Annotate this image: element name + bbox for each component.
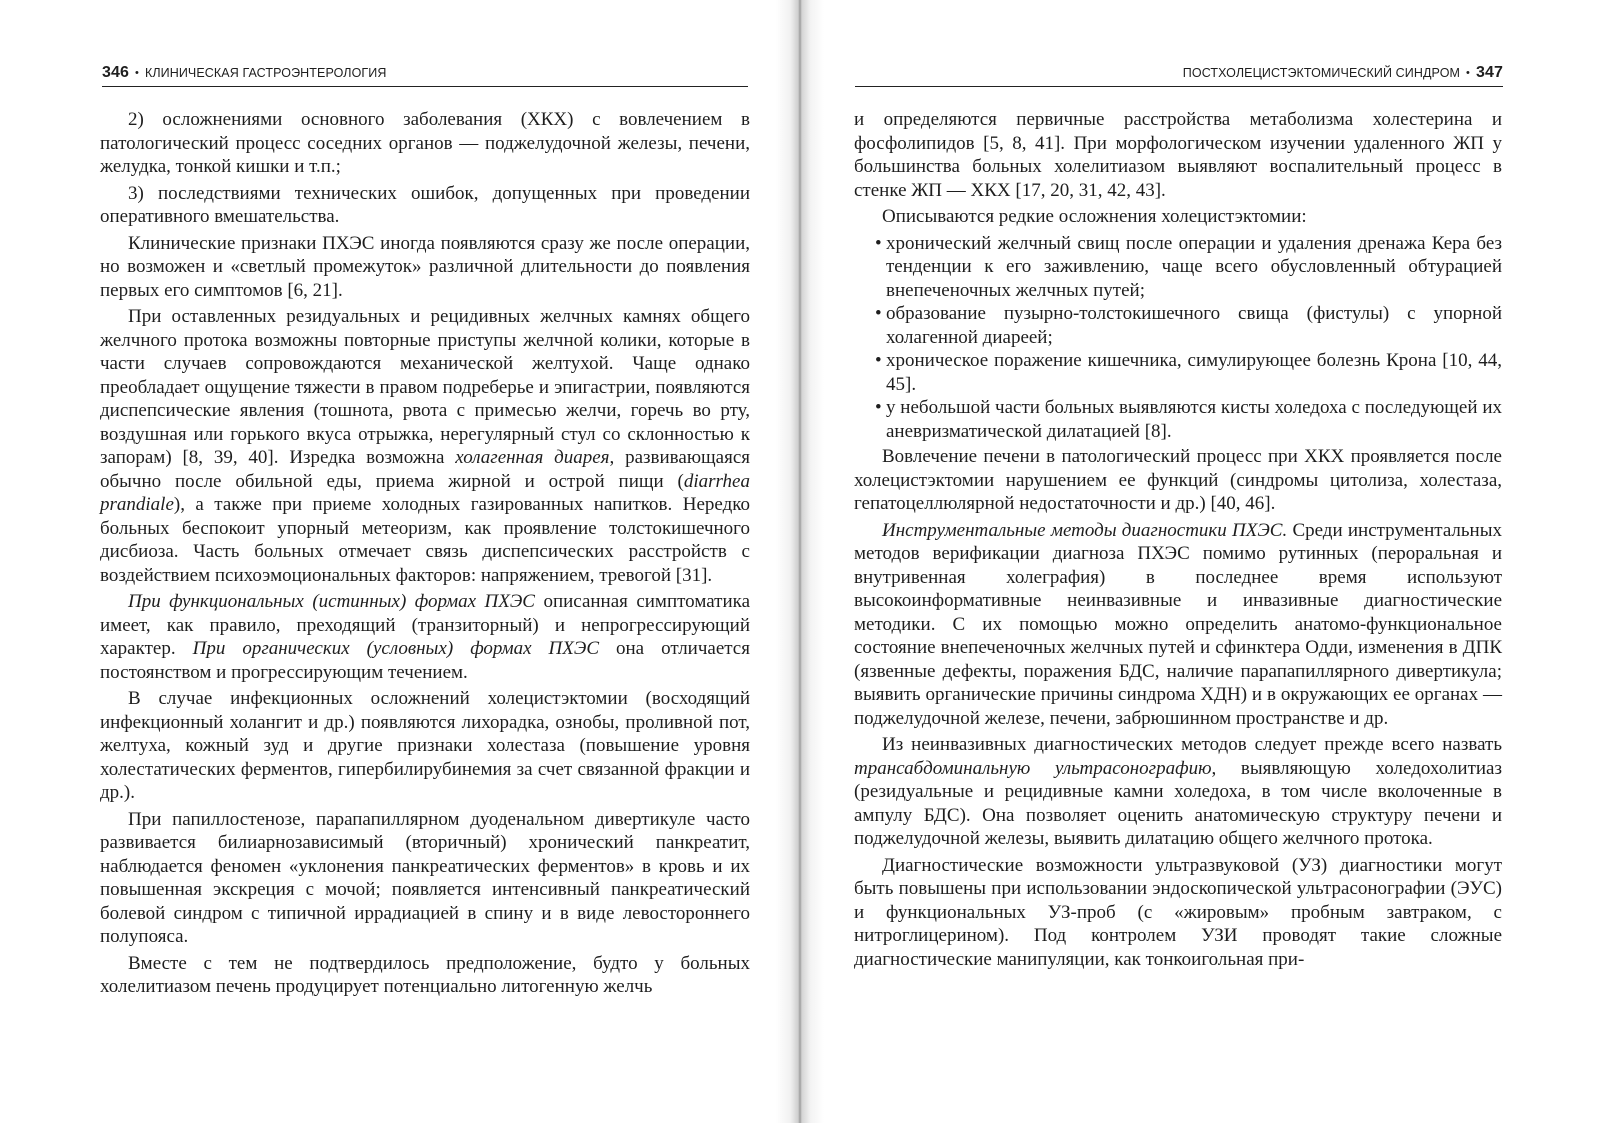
right-paragraph-2: Описываются редкие осложнения холецистэктомии: [882,206,1307,227]
right-paragraph-4 [854,519,1502,731]
right-p5-text-b: , выявляющую холедохолитиаз (резидуальные и рецидивные камни холедоха, в том числе вколоченные в ампулу БДС). Она позволяет оценить анатомическую структуру печени и поджелудочной железы, выявить дилатацию общего желчного протока. [854,757,1502,849]
bullet-icon: • [875,232,882,254]
left-p4-italic-term-2: diarrhea prandiale [100,470,750,515]
bullet-icon: • [875,397,882,418]
right-page-number: 347 [1476,64,1503,81]
right-p4-text: Среди инструментальных методов верификации диагноза ПХЭС помимо рутинных (пероральная и внутривенная холеграфия) в последнее время используют высокоинформативные неинвазивные и инвазивные диагностические методики. С их помощью можно определить анатомо-функциональное состояние внепеченочных желчных путей и сфинктера Одди, изменения в ДПК (язвенные дефекты, поражения БДС, наличие парапапиллярного дивертикула; выявить органические причины синдрома ХДН) и в окружающих ее органах — поджелудочной железе, печени, забрюшинном пространстве и др. [854,519,1502,729]
left-page-number: 346 [102,64,129,81]
bullet-icon: • [875,350,882,371]
left-paragraph-7: При папиллостенозе, парапапиллярном дуоденальном дивертикуле часто развивается билиарнозависимый (вторичный) хронический панкреатит, наблюдается феномен «уклонения панкреатических ферментов» в кровь и их повышенная экскреция с мочой; появляется интенсивный панкреатический болевой синдром с типичной иррадиацией в спину и в виде левостороннего полупояса. [100,808,750,947]
right-p4-italic-heading: Инструментальные методы диагностики ПХЭС. [882,519,1288,541]
right-header-title: ПОСТХОЛЕЦИСТЭКТОМИЧЕСКИЙ СИНДРОМ [1182,66,1461,80]
list-item [854,396,1502,443]
list-item-text: хроническое поражение кишечника, симулирующее болезнь Крона [10, 44, 45]. [886,350,1502,395]
right-page [854,0,1512,1123]
header-bullet: • [1466,67,1470,79]
left-paragraph-3: Клинические признаки ПХЭС иногда появляются сразу же после операции, но возможен и «светлый промежуток» различной длительности до появления первых его симптомов [6, 21]. [100,232,750,301]
right-p5-text-a: Из неинвазивных диагностических методов следует прежде всего назвать [882,734,1502,755]
left-paragraph-1: 2) осложнениями основного заболевания (ХКХ) с вовлечением в патологический процесс соседних органов — поджелудочной железы, печени, желудка, тонкой кишки и т.п.; [100,109,750,177]
left-header-title: КЛИНИЧЕСКАЯ ГАСТРОЭНТЕРОЛОГИЯ [144,66,387,80]
list-item [854,349,1502,396]
left-paragraph-8: Вместе с тем не подтвердилось предположение, будто у больных холелитиазом печень продуцирует потенциально литогенную желчь [100,952,750,997]
left-p5-italic-term-1: При функциональных (истинных) формах ПХЭС [128,591,535,612]
left-p5-text-b: она отличается постоянством и прогрессирующим течением. [100,638,750,683]
left-paragraph-4 [100,305,750,587]
left-page-body [100,108,750,1002]
right-p5-italic-term: трансабдоминальную ультрасонографию [854,757,1212,779]
right-running-header [855,64,1503,87]
header-bullet: • [135,67,139,79]
left-paragraph-2: 3) последствиями технических ошибок, допущенных при проведении оперативного вмешательства. [100,182,750,227]
right-paragraph-5 [854,733,1502,851]
left-paragraph-6: В случае инфекционных осложнений холецистэктомии (восходящий инфекционный холангит и др.) появляются лихорадка, ознобы, проливной пот, желтуха, кожный зуд и другие признаки холестаза (повышение уровня холестатических ферментов, гипербилирубинемия за счет связанной фракции и др.). [100,688,750,803]
left-p4-text-c: ), а также при приеме холодных газированных напитков. Нередко больных беспокоит упорный метеоризм, как проявление толстокишечного дисбиоза. Часть больных отмечает связь диспепсических расстройств с воздействием психоэмоциональных факторов: напряжением, тревогой [31]. [100,494,750,586]
left-p4-text-b: , развивающаяся обычно после обильной еды, приема жирной и острой пищи ( [100,447,750,492]
left-paragraph-5 [100,590,750,684]
right-paragraph-6: Диагностические возможности ультразвуковой (УЗ) диагностики могут быть повышены при использовании эндоскопической ультрасонографии (ЭУС) и функциональных УЗ-проб (с «жировым» пробным завтраком, с нитроглицерином). Под контролем УЗИ проводят такие сложные диагностические манипуляции, как тонкоигольная при- [854,854,1502,970]
book-spine-gutter [776,0,824,1123]
complications-list [854,232,1502,444]
left-p5-text-a: описанная симптоматика имеет, как правило, преходящий (транзиторный) и непрогрессирующий характер. [100,591,750,659]
list-item [854,302,1502,349]
left-running-header [102,64,748,87]
left-p4-italic-term-1: холагенная диарея [455,447,610,468]
left-p5-italic-term-2: При органических (условных) формах ПХЭС [192,638,599,659]
right-page-body [854,108,1502,974]
bullet-icon: • [875,303,882,324]
left-p4-text-a: При оставленных резидуальных и рецидивных желчных камнях общего желчного протока возможны повторные приступы желчной колики, которые в части случаев сопровождаются механической желтухой. Чаще однако преобладает ощущение тяжести в правом подреберье и эпигастрии, появляются диспепсические явления (тошнота, рвота с примесью желчи, горечь во рту, воздушная или горького вкуса отрыжка, нерегулярный стул со склонностью к запорам) [8, 39, 40]. Изредка возможна [100,306,750,468]
list-item-text: хронический желчный свищ после операции и удаления дренажа Кера без тенденции к его заживлению, чаще всего обусловленный обтурацией внепеченочных желчных путей; [886,232,1502,301]
right-paragraph-1: и определяются первичные расстройства метаболизма холестерина и фосфолипидов [5, 8, 41]. При морфологическом изучении удаленного ЖП у большинства больных холелитиазом выявляют воспалительный процесс в стенке ЖП — ХКХ [17, 20, 31, 42, 43]. [854,109,1502,201]
left-page [100,0,750,1123]
list-item-text: у небольшой части больных выявляются кисты холедоха с последующей их аневризматической дилатацией [8]. [886,397,1502,442]
right-paragraph-3: Вовлечение печени в патологический процесс при ХКХ проявляется после холецистэктомии нарушением ее функций (синдромы цитолиза, холестаза, гепатоцеллюлярной недостаточности и др.) [40, 46]. [854,446,1502,514]
list-item [854,232,1502,303]
list-item-text: образование пузырно-толстокишечного свища (фистулы) с упорной холагенной диареей; [886,303,1502,348]
